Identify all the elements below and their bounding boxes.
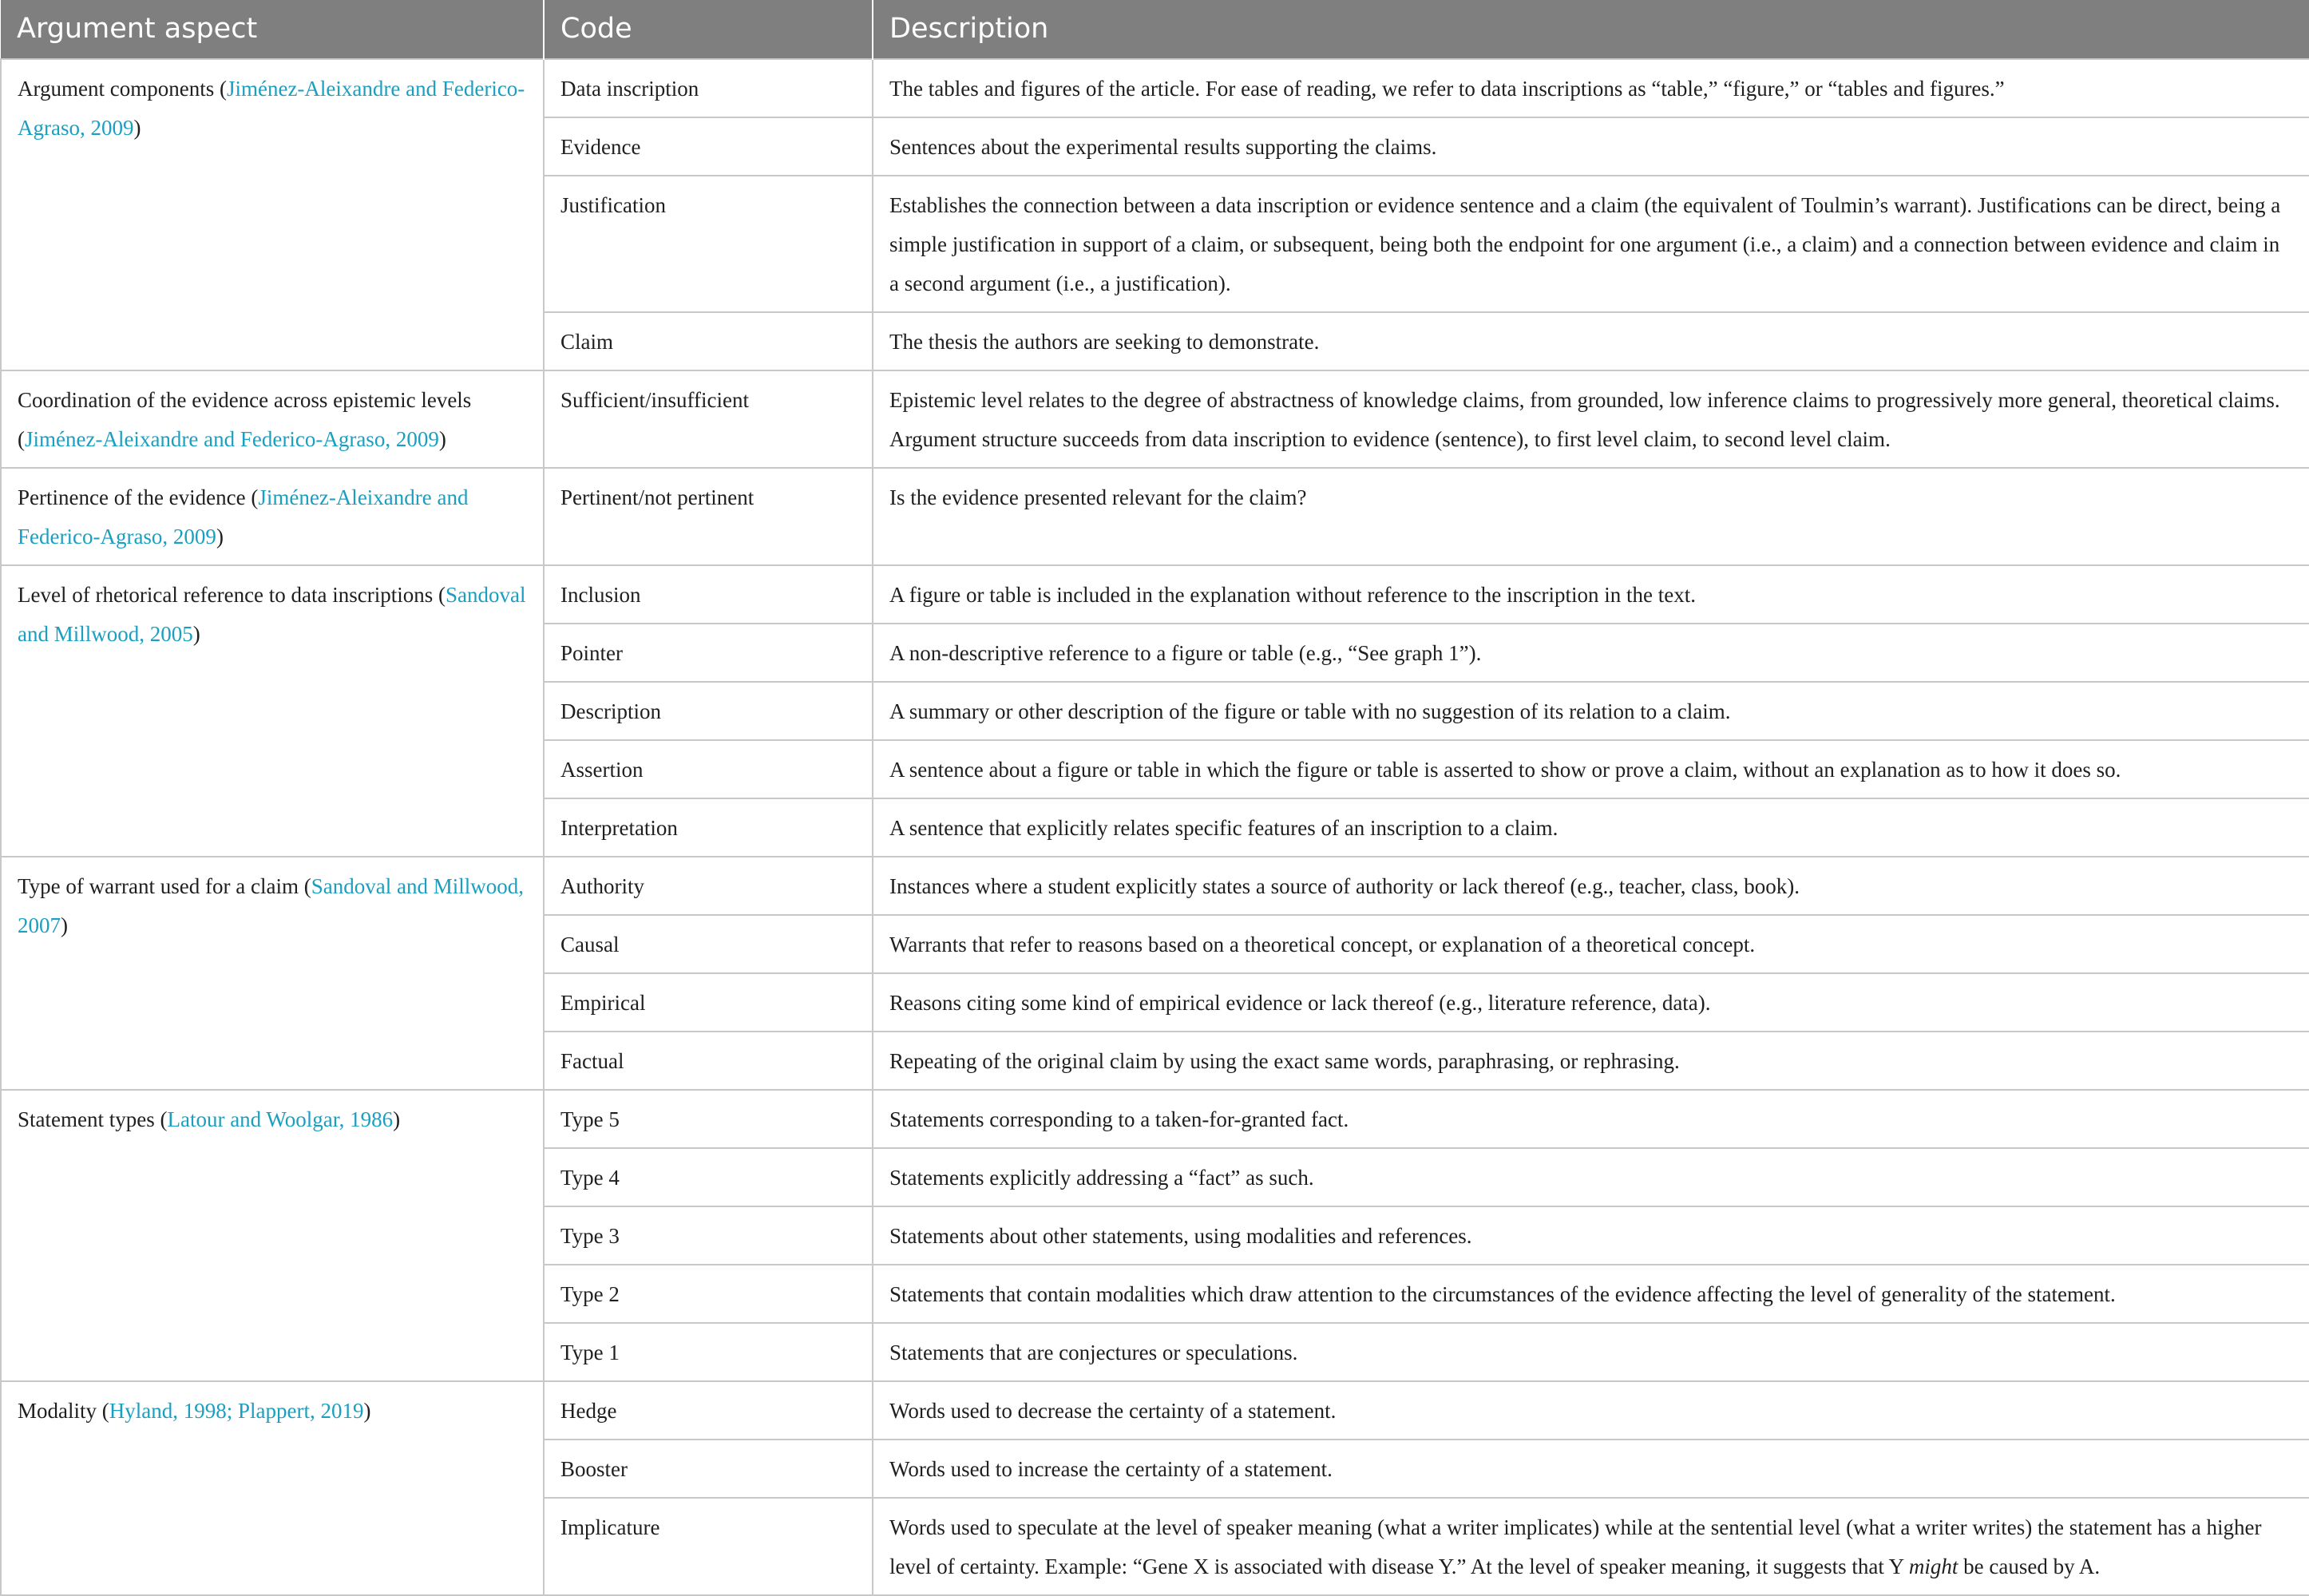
aspect-cell <box>1 468 544 565</box>
description-cell: Repeating of the original claim by using the exact same words, paraphrasing, or rephrasing. <box>873 1032 2309 1090</box>
aspect-text: Coordination of the evidence across epistemic levels ( <box>18 388 472 451</box>
description-cell: Words used to increase the certainty of a statement. <box>873 1440 2309 1498</box>
description-cell: A non-descriptive reference to a figure or table (e.g., “See graph 1”). <box>873 624 2309 682</box>
description-cell: Reasons citing some kind of empirical evidence or lack thereof (e.g., literature reference, data). <box>873 973 2309 1032</box>
description-cell: Statements that are conjectures or speculations. <box>873 1323 2309 1381</box>
code-cell: Evidence <box>544 117 873 176</box>
description-cell: Warrants that refer to reasons based on a theoretical concept, or explanation of a theoretical concept. <box>873 915 2309 973</box>
description-cell: Epistemic level relates to the degree of abstractness of knowledge claims, from grounded, low inference claims to progressively more general, theoretical claims. Argument structure succeeds from data inscription to evidence (sentence), to first level claim, to second level claim. <box>873 370 2309 468</box>
table-row <box>1 857 2309 915</box>
code-cell: Factual <box>544 1032 873 1090</box>
aspect-text: ) <box>192 622 200 646</box>
description-cell: Statements explicitly addressing a “fact” as such. <box>873 1148 2309 1206</box>
code-cell: Inclusion <box>544 565 873 624</box>
table-row <box>1 370 2309 468</box>
table-row <box>1 565 2309 624</box>
description-cell: Is the evidence presented relevant for the claim? <box>873 468 2309 565</box>
code-cell: Hedge <box>544 1381 873 1440</box>
description-cell: Establishes the connection between a data inscription or evidence sentence and a claim (the equivalent of Toulmin’s warrant). Justifications can be direct, being a simple justification in support of a claim, or subsequent, being both the endpoint for one argument (i.e., a claim) and a connection between evidence and claim in a second argument (i.e., a justification). <box>873 176 2309 312</box>
code-cell: Implicature <box>544 1498 873 1595</box>
aspect-text: Level of rhetorical reference to data inscriptions ( <box>18 583 446 607</box>
description-cell: Words used to decrease the certainty of a statement. <box>873 1381 2309 1440</box>
aspect-text: ) <box>133 116 141 140</box>
header-code: Code <box>544 0 873 59</box>
code-cell: Booster <box>544 1440 873 1498</box>
aspect-cell <box>1 857 544 1090</box>
aspect-cell <box>1 370 544 468</box>
aspect-cell <box>1 565 544 857</box>
description-cell: The thesis the authors are seeking to demonstrate. <box>873 312 2309 370</box>
emphasis-text: might <box>1908 1554 1958 1578</box>
header-row <box>1 0 2309 59</box>
aspect-text: ) <box>216 525 224 549</box>
code-cell: Pointer <box>544 624 873 682</box>
description-cell: A summary or other description of the figure or table with no suggestion of its relation to a claim. <box>873 682 2309 740</box>
code-cell: Assertion <box>544 740 873 798</box>
description-cell: Sentences about the experimental results supporting the claims. <box>873 117 2309 176</box>
code-cell: Justification <box>544 176 873 312</box>
aspect-cell <box>1 1381 544 1595</box>
table-row <box>1 1381 2309 1440</box>
aspect-text: Modality ( <box>18 1399 109 1423</box>
code-cell: Interpretation <box>544 798 873 857</box>
description-text: be caused by A. <box>1958 1554 2101 1578</box>
code-cell: Claim <box>544 312 873 370</box>
description-cell: Statements that contain modalities which draw attention to the circumstances of the evidence affecting the level of generality of the statement. <box>873 1265 2309 1323</box>
code-cell: Type 4 <box>544 1148 873 1206</box>
description-cell: A sentence about a figure or table in which the figure or table is asserted to show or prove a claim, without an explanation as to how it does so. <box>873 740 2309 798</box>
aspect-text: ) <box>363 1399 371 1423</box>
aspect-text: Argument components ( <box>18 77 227 101</box>
aspect-text: ) <box>393 1107 401 1131</box>
table-row <box>1 59 2309 117</box>
citation-link[interactable]: Jiménez-Aleixandre and Federico-Agraso, 2009 <box>18 485 469 549</box>
code-cell: Causal <box>544 915 873 973</box>
table-body <box>1 59 2309 1595</box>
header-description: Description <box>873 0 2309 59</box>
code-cell: Authority <box>544 857 873 915</box>
code-cell: Sufficient/insufficient <box>544 370 873 468</box>
description-cell: Instances where a student explicitly states a source of authority or lack thereof (e.g., teacher, class, book). <box>873 857 2309 915</box>
description-cell: Statements about other statements, using modalities and references. <box>873 1206 2309 1265</box>
citation-link[interactable]: Sandoval and Millwood, 2005 <box>18 583 526 646</box>
citation-link[interactable]: Sandoval and Millwood, 2007 <box>18 874 524 937</box>
code-cell: Pertinent/not pertinent <box>544 468 873 565</box>
description-cell <box>873 1498 2309 1595</box>
description-cell: Statements corresponding to a taken-for-granted fact. <box>873 1090 2309 1148</box>
aspect-text: Statement types ( <box>18 1107 168 1131</box>
description-cell: The tables and figures of the article. For ease of reading, we refer to data inscriptions as “table,” “figure,” or “tables and figures.” <box>873 59 2309 117</box>
aspect-cell <box>1 59 544 370</box>
citation-link[interactable]: Hyland, 1998; Plappert, 2019 <box>109 1399 364 1423</box>
table-header <box>1 0 2309 59</box>
description-cell: A figure or table is included in the explanation without reference to the inscription in the text. <box>873 565 2309 624</box>
table-row <box>1 468 2309 565</box>
code-cell: Empirical <box>544 973 873 1032</box>
code-cell: Type 1 <box>544 1323 873 1381</box>
aspect-text: Pertinence of the evidence ( <box>18 485 259 509</box>
citation-link[interactable]: Jiménez-Aleixandre and Federico-Agraso, 2009 <box>18 77 525 140</box>
description-cell: A sentence that explicitly relates specific features of an inscription to a claim. <box>873 798 2309 857</box>
code-cell: Type 5 <box>544 1090 873 1148</box>
code-cell: Type 2 <box>544 1265 873 1323</box>
code-cell: Type 3 <box>544 1206 873 1265</box>
citation-link[interactable]: Jiménez-Aleixandre and Federico-Agraso, 2009 <box>25 427 439 451</box>
aspect-text: ) <box>438 427 446 451</box>
table-row <box>1 1090 2309 1148</box>
aspect-text: Type of warrant used for a claim ( <box>18 874 311 898</box>
code-cell: Description <box>544 682 873 740</box>
description-text: Words used to speculate at the level of speaker meaning (what a writer implicates) while at the sentential level (what a writer writes) the statement has a higher level of certainty. Example: “Gene X is associated with disease Y.” At the level of speaker meaning, it suggests that Y <box>889 1515 2262 1578</box>
code-cell: Data inscription <box>544 59 873 117</box>
aspect-cell <box>1 1090 544 1381</box>
header-argument-aspect: Argument aspect <box>1 0 544 59</box>
aspect-text: ) <box>61 913 68 937</box>
citation-link[interactable]: Latour and Woolgar, 1986 <box>167 1107 394 1131</box>
